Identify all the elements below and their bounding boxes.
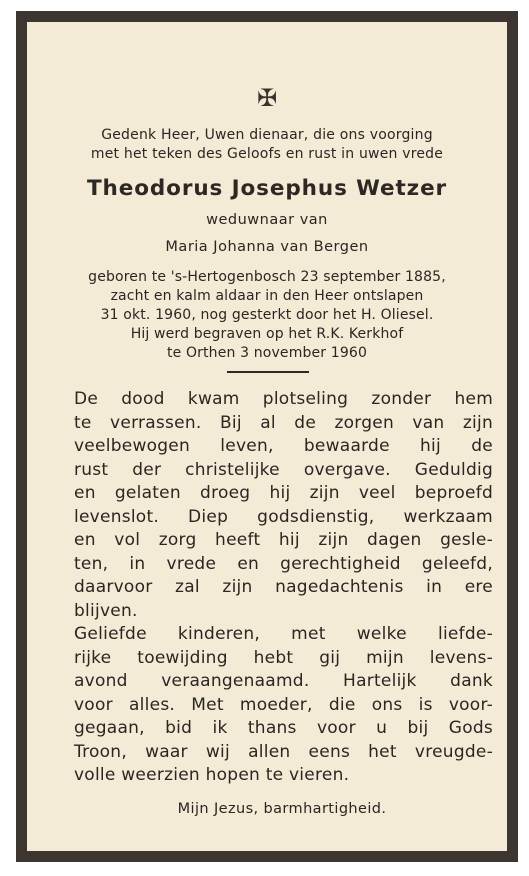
prayer-text: [27, 126, 507, 164]
prayer-line: met het teken des Geloofs en rust in uwen vrede: [90, 146, 444, 162]
deceased-name: Theodorus Josephus Wetzer: [86, 176, 448, 201]
relation-text: weduwnaar van: [206, 212, 328, 228]
body-text: [74, 388, 493, 788]
closing-prayer: Mijn Jezus, barmhartigheid.: [177, 801, 387, 817]
body-line: en vol zorg heeft hij zijn dagen gesle-: [74, 530, 493, 550]
body-line: rust der christelijke overgave. Geduldig: [74, 459, 493, 480]
life-line: geboren te 's-Hertogenbosch 23 september 1885,: [88, 269, 446, 285]
body-line: levenslot. Diep godsdienstig, werkzaam: [74, 506, 493, 527]
body-line: te verrassen. Bij al de zorgen van zijn: [74, 412, 493, 433]
body-line: en gelaten droeg hij zijn veel beproefd: [74, 483, 493, 503]
body-line: gegaan, bid ik thans voor u bij Gods: [74, 718, 493, 738]
spouse-name: Maria Johanna van Bergen: [165, 239, 369, 255]
life-line: Hij werd begraven op het R.K. Kerkhof: [130, 326, 404, 342]
life-line: 31 okt. 1960, nog gesterkt door het H. Oliesel.: [100, 307, 434, 323]
card-paper: [27, 22, 507, 851]
body-line: Geliefde kinderen, met welke liefde-: [74, 624, 493, 644]
prayer-line: Gedenk Heer, Uwen dienaar, die ons voorging: [101, 127, 433, 143]
memorial-card: [16, 11, 518, 862]
body-line: avond veraangenaamd. Hartelijk dank: [74, 671, 493, 691]
life-details: [27, 268, 507, 363]
cross-icon: ✠: [256, 84, 278, 112]
body-line: volle weerzien hopen te vieren.: [74, 765, 350, 785]
divider-rule: [227, 371, 309, 373]
life-line: te Orthen 3 november 1960: [166, 345, 368, 361]
body-line: blijven.: [74, 600, 138, 621]
body-line: veelbewogen leven, bewaarde hij de: [74, 436, 493, 456]
body-line: daarvoor zal zijn nagedachtenis in ere: [74, 577, 493, 597]
body-line: De dood kwam plotseling zonder hem: [74, 389, 493, 409]
body-line: Troon, waar wij allen eens het vreugde-: [74, 741, 493, 762]
body-line: ten, in vrede en gerechtigheid geleefd,: [74, 553, 493, 574]
life-line: zacht en kalm aldaar in den Heer ontslapen: [110, 288, 424, 304]
body-line: voor alles. Met moeder, die ons is voor-: [74, 694, 493, 715]
body-line: rijke toewijding hebt gij mijn levens-: [74, 647, 493, 668]
